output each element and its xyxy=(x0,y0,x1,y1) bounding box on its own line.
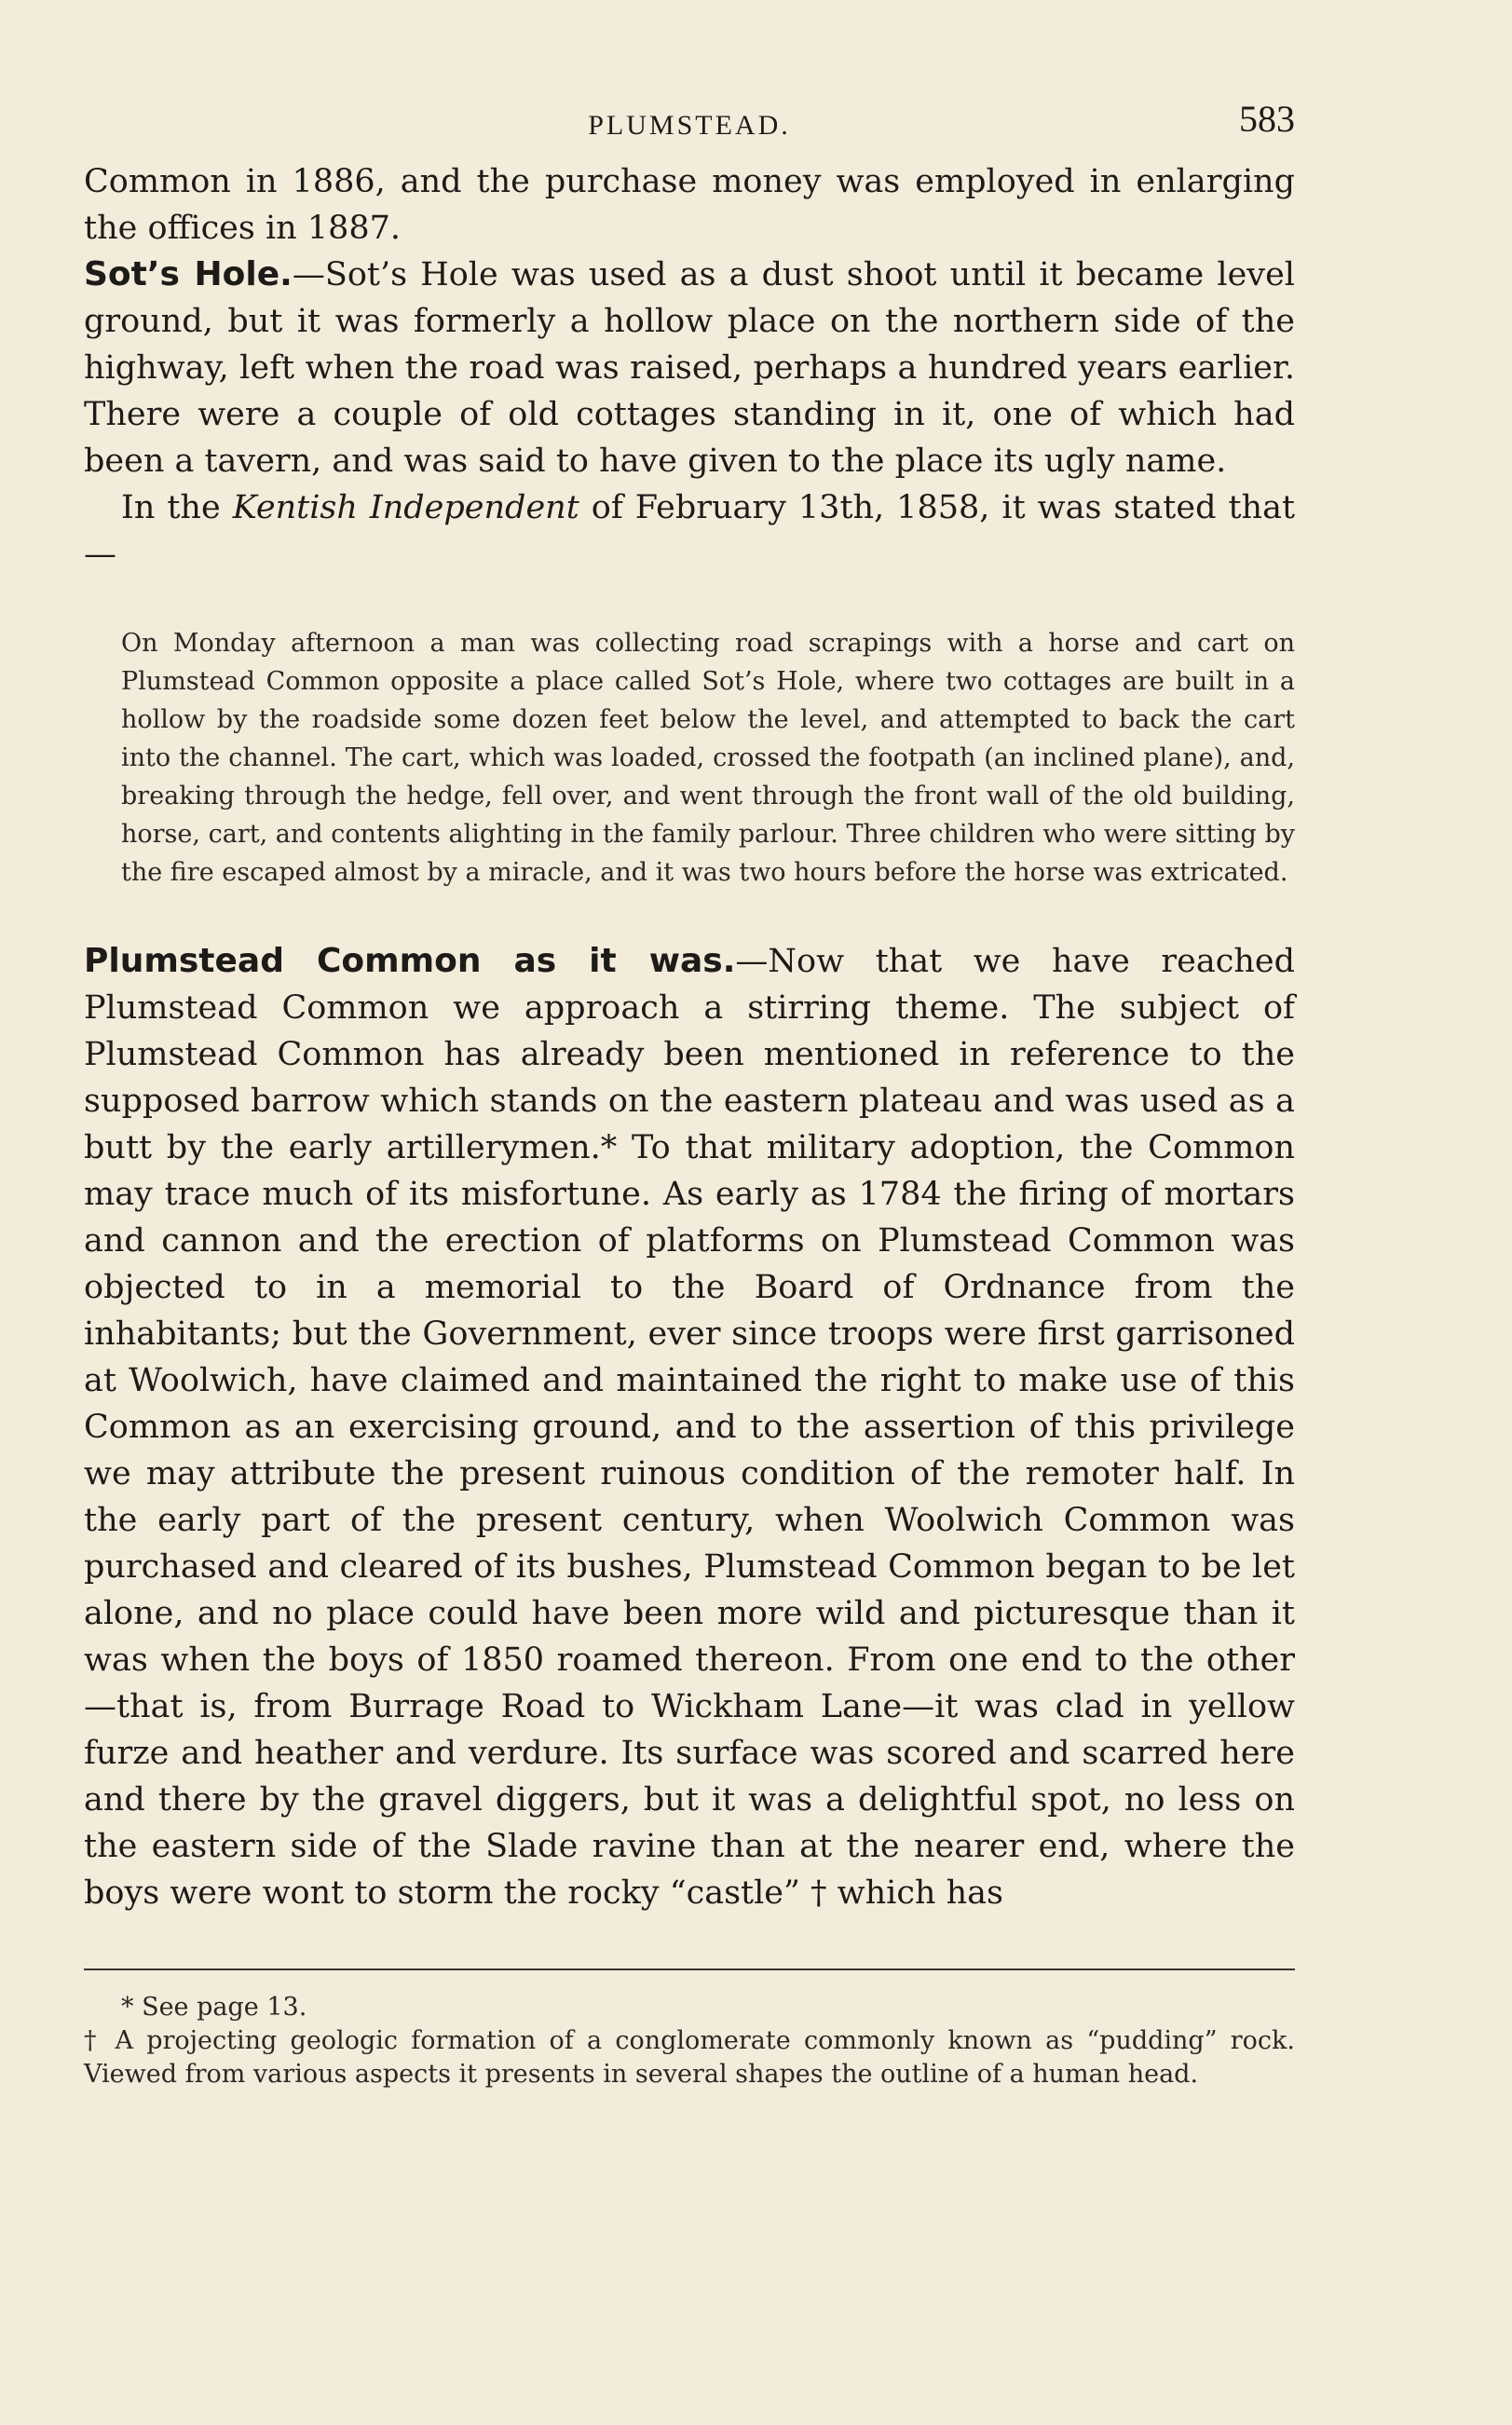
footnotes xyxy=(84,1991,1295,2091)
paragraph-plumstead-common xyxy=(84,938,1295,1916)
kentish-text-after: of February 13th, 1858, it was stated that— xyxy=(84,489,1296,573)
footnote-divider xyxy=(84,1969,1295,1970)
paragraph-kentish-independent xyxy=(84,484,1295,578)
block-quote: On Monday afternoon a man was collecting road scrapings with a horse and cart on Plumstead Common opposite a place called Sot’s Hole, where two cottages are built in a hollow by the roadside some dozen feet below the level, and attempted to back the cart into the channel. The cart, which was loaded, crossed the footpath (an inclined plane), and, breaking through the hedge, fell over, and went through the front wall of the old building, horse, cart, and contents alighting in the family parlour. Three children who were sitting by the fire escaped almost by a miracle, and it was two hours before the horse was extricated. xyxy=(121,629,1295,887)
paragraph-continuation: Common in 1886, and the purchase money was employed in enlarging the offices in 1887. xyxy=(84,163,1295,247)
section-heading-plumstead-common: Plumstead Common as it was. xyxy=(84,942,736,980)
book-page xyxy=(84,93,1295,2329)
kentish-text-before: In the xyxy=(121,489,233,526)
running-head xyxy=(84,93,1295,158)
plumstead-common-text: —Now that we have reached Plumstead Common we approach a stirring theme. The subject of Plumstead Common has already been mentioned in reference to the supposed barrow which stands on the eastern plateau and was used as a butt by the early artillerymen.* To that military adoption, the Common may trace much of its misfortune. As early as 1784 the firing of mortars and cannon and the erection of platforms on Plumstead Common was objected to in a memorial to the Board of Ordnance from the inhabitants; but the Government, ever since troops were first garrisoned at Woolwich, have claimed and maintained the right to make use of this Common as an exercising ground, and to the assertion of this privilege we may attribute the present ruinous condition of the remoter half. In the early part of the present century, when Woolwich Common was purchased and cleared of its bushes, Plumstead Common began to be let alone, and no place could have been more wild and picturesque than it was when the boys of 1850 roamed thereon. From one end to the other—that is, from Burrage Road to Wickham Lane—it was clad in yellow furze and heather and verdure. Its surface was scored and scarred here and there by the gravel diggers, but it was a delightful spot, no less on the eastern side of the Slade ravine than at the nearer end, where the boys were wont to storm the rocky “castle” † which has xyxy=(84,943,1295,1912)
page-number: 583 xyxy=(1239,98,1295,140)
sots-hole-text: —Sot’s Hole was used as a dust shoot until it became level ground, but it was formerly a hollow place on the northern side of the highway, left when the road was raised, perhaps a hundred years earlier. There were a couple of old cottages standing in it, one of which had been a tavern, and was said to have given to the place its ugly name. xyxy=(84,256,1295,480)
newspaper-title: Kentish Independent xyxy=(232,489,579,526)
running-title: PLUMSTEAD. xyxy=(588,110,791,141)
section-heading-sots-hole: Sot’s Hole. xyxy=(84,255,293,293)
footnote-1: * See page 13. xyxy=(121,1993,307,2022)
footnote-2: † A projecting geologic formation of a conglomerate commonly known as “pudding” rock. Viewed from various aspects it presents in several shapes the outline of a human head. xyxy=(84,2026,1295,2089)
paragraph-sots-hole xyxy=(84,252,1295,484)
